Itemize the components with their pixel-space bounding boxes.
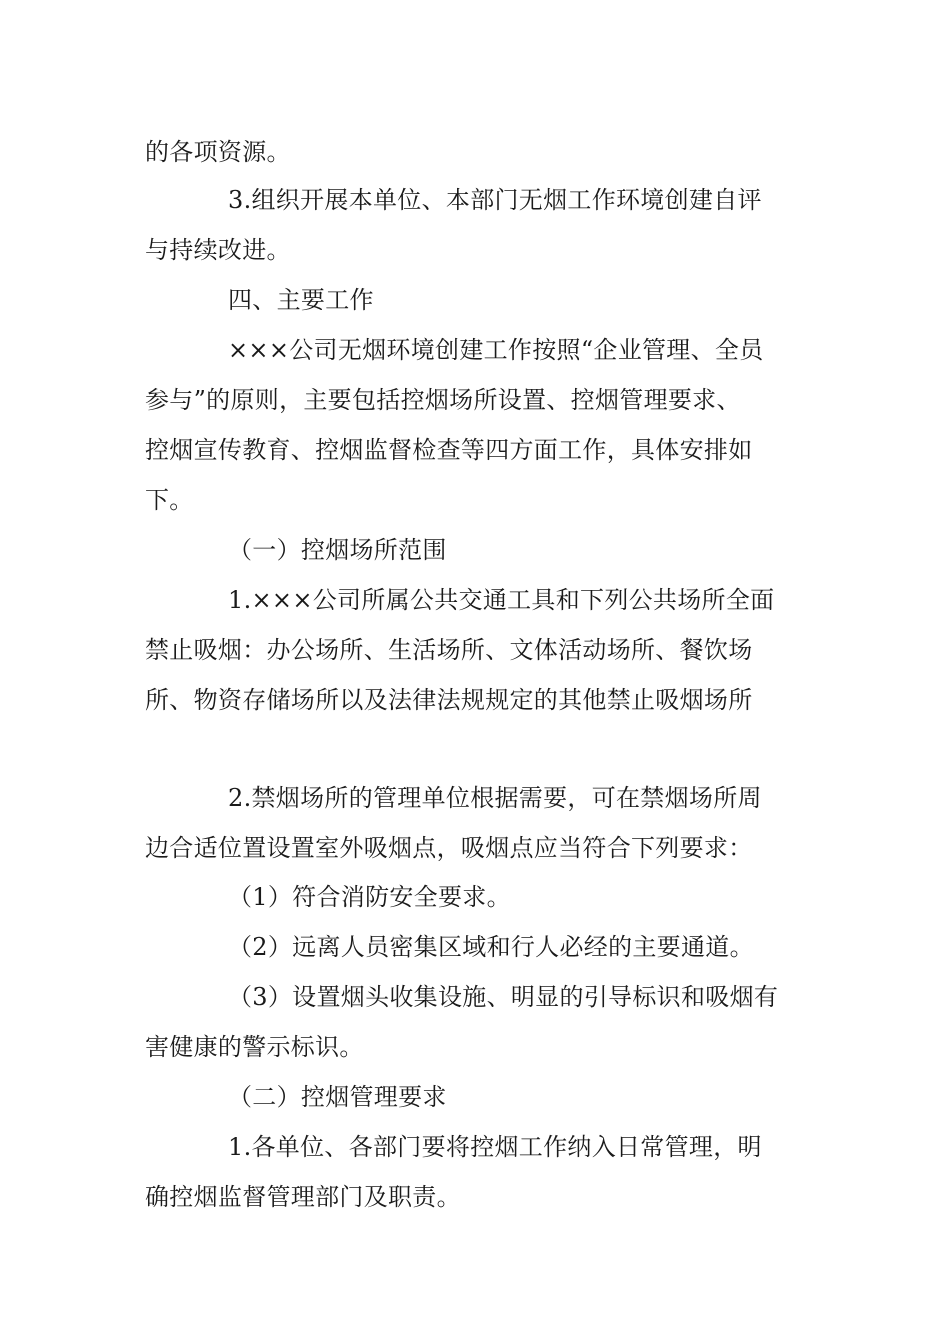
subsection-heading: （一）控烟场所范围 <box>228 536 447 564</box>
text-line: 确控烟监督管理部门及职责。 <box>145 1183 461 1211</box>
text-line: 控烟宣传教育、控烟监督检查等四方面工作，具体安排如 <box>145 436 753 464</box>
text-line: （3）设置烟头收集设施、明显的引导标识和吸烟有 <box>228 983 779 1011</box>
text-line: 1.×××公司所属公共交通工具和下列公共场所全面 <box>228 586 775 614</box>
text-line: （1）符合消防安全要求。 <box>228 883 511 911</box>
text-line: 3.组织开展本单位、本部门无烟工作环境创建自评 <box>228 186 762 214</box>
text-line: 1.各单位、各部门要将控烟工作纳入日常管理，明 <box>228 1133 762 1161</box>
text-line: 禁止吸烟：办公场所、生活场所、文体活动场所、餐饮场 <box>145 636 753 664</box>
text-line: 所、物资存储场所以及法律法规规定的其他禁止吸烟场所 <box>145 686 753 714</box>
text-line: ×××公司无烟环境创建工作按照“企业管理、全员 <box>228 336 764 364</box>
text-line: 下。 <box>145 486 194 514</box>
text-line: 参与”的原则，主要包括控烟场所设置、控烟管理要求、 <box>145 386 741 414</box>
subsection-heading: （二）控烟管理要求 <box>228 1083 447 1111</box>
text-line: 的各项资源。 <box>145 138 291 166</box>
text-line: 害健康的警示标识。 <box>145 1033 364 1061</box>
text-line: （2）远离人员密集区域和行人必经的主要通道。 <box>228 933 754 961</box>
text-line: 2.禁烟场所的管理单位根据需要，可在禁烟场所周 <box>228 784 762 812</box>
text-line: 边合适位置设置室外吸烟点，吸烟点应当符合下列要求： <box>145 834 753 862</box>
text-line: 与持续改进。 <box>145 236 291 264</box>
section-heading: 四、主要工作 <box>228 286 374 314</box>
